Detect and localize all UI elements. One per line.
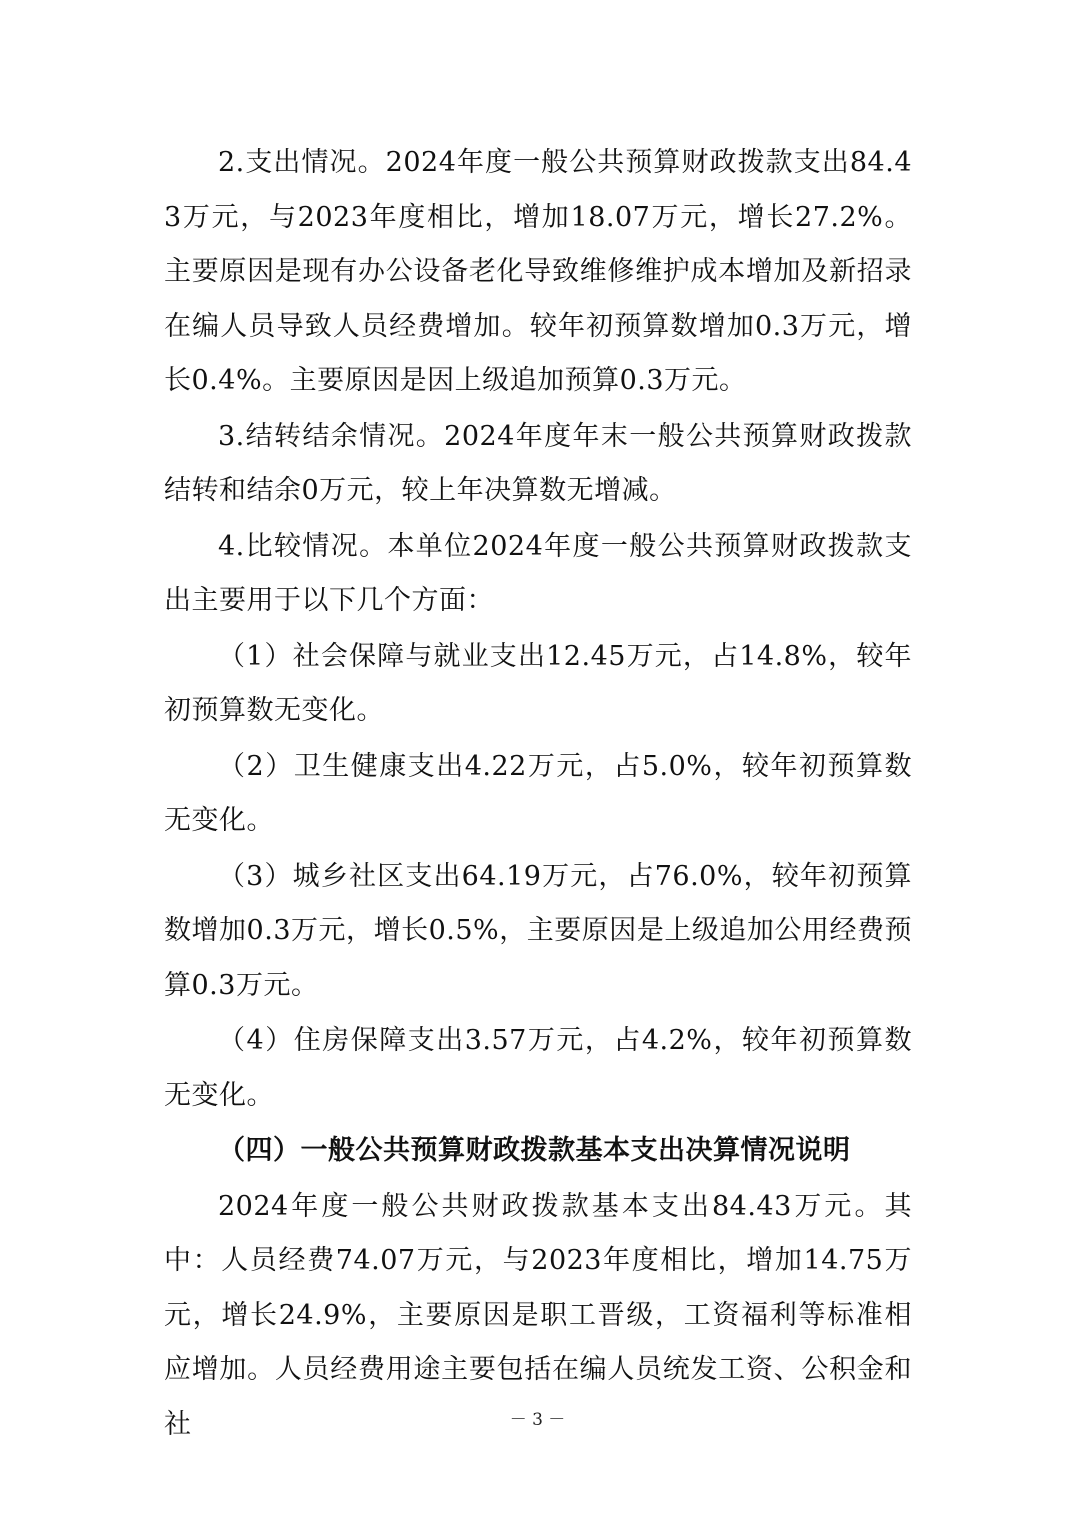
paragraph-item-community: （3）城乡社区支出64.19万元，占76.0%，较年初预算数增加0.3万元，增长0.5%，主要原因是上级追加公用经费预算0.3万元。 [164,860,912,1001]
page-number: － 3 － [509,1410,566,1430]
paragraph-item-housing: （4）住房保障支出3.57万元，占4.2%，较年初预算数无变化。 [164,1025,912,1111]
paragraph-item-health: （2）卫生健康支出4.22万元，占5.0%，较年初预算数无变化。 [164,750,912,836]
paragraph-carryover: 3.结转结余情况。2024年度年末一般公共预算财政拨款结转和结余0万元，较上年决算数无增减。 [164,420,912,506]
section-heading-basic-expenditure: （四）一般公共预算财政拨款基本支出决算情况说明 [218,1135,851,1166]
document-body [164,136,912,1453]
paragraph-comparison: 4.比较情况。本单位2024年度一般公共预算财政拨款支出主要用于以下几个方面： [164,530,912,616]
paragraph-item-social-security: （1）社会保障与就业支出12.45万元，占14.8%，较年初预算数无变化。 [164,640,912,726]
paragraph-basic-expenditure: 2024年度一般公共财政拨款基本支出84.43万元。其中：人员经费74.07万元，与2023年度相比，增加14.75万元，增长24.9%，主要原因是职工晋级，工资福利等标准相应增加。人员经费用途主要包括在编人员统发工资、公积金和社 [164,1190,912,1440]
paragraph-expenditure: 2.支出情况。2024年度一般公共预算财政拨款支出84.43万元，与2023年度相比，增加18.07万元，增长27.2%。主要原因是现有办公设备老化导致维修维护成本增加及新招录在编人员导致人员经费增加。较年初预算数增加0.3万元，增长0.4%。主要原因是因上级追加预算0.3万元。 [164,147,912,396]
